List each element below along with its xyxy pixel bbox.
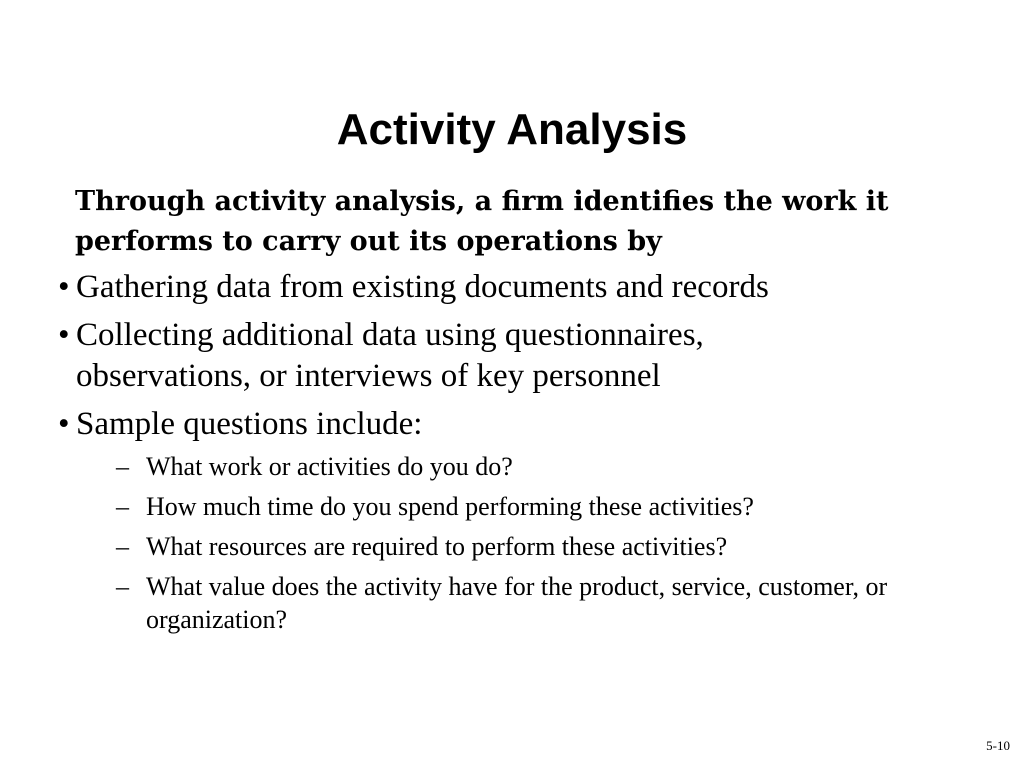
intro-text: Through activity analysis, a firm identifies the work it performs to carry out its operations by	[75, 186, 889, 257]
sub-question-text: What value does the activity have for the product, service, customer, or organization?	[146, 572, 888, 634]
bullet-text: Sample questions include:	[76, 406, 423, 442]
sub-question-resources	[116, 530, 946, 563]
sub-question-text: What resources are required to perform these activities?	[146, 532, 728, 561]
dash-marker: –	[116, 452, 129, 481]
bullet-text: Gathering data from existing documents and records	[76, 269, 769, 305]
bullet-gathering-data	[58, 267, 958, 308]
dash-marker: –	[116, 492, 129, 521]
sub-question-text: How much time do you spend performing these activities?	[146, 492, 754, 521]
sub-question-text: What work or activities do you do?	[146, 452, 513, 481]
dash-marker: –	[116, 572, 129, 601]
bullet-marker: •	[58, 406, 70, 442]
bullet-marker: •	[58, 317, 70, 353]
sub-question-time	[116, 490, 946, 523]
bullet-text: Collecting additional data using questionnaires, observations, or interviews of key personnel	[76, 317, 704, 394]
page-number: 5-10	[986, 738, 1010, 753]
slide-content	[58, 182, 958, 643]
slide-title: Activity Analysis	[336, 105, 688, 154]
bullet-sample-questions	[58, 404, 958, 445]
sub-question-value	[116, 570, 946, 636]
bullet-collecting-data	[58, 315, 876, 397]
sample-questions-list	[116, 450, 958, 636]
dash-marker: –	[116, 532, 129, 561]
bullet-marker: •	[58, 269, 70, 305]
sub-question-work	[116, 450, 946, 483]
